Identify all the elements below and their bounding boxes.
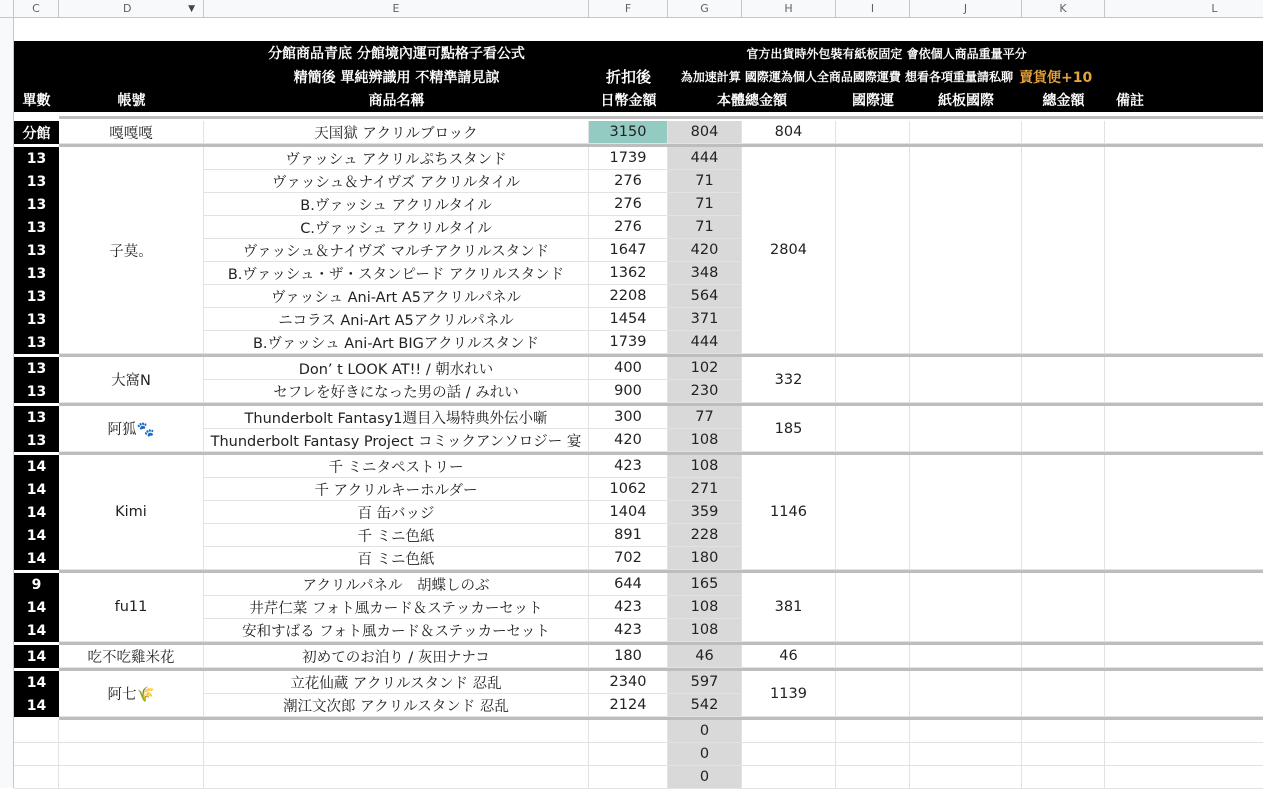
item-name-cell[interactable]: B.ヴァッシュ・ザ・スタンピード アクリルスタンド xyxy=(204,262,589,285)
empty-cell-k[interactable] xyxy=(1022,147,1105,354)
item-name-cell[interactable]: ヴァッシュ Ani-Art A5アクリルパネル xyxy=(204,285,589,308)
empty-cell-i[interactable] xyxy=(836,645,910,668)
row-seq-number[interactable]: 9 xyxy=(14,573,59,596)
item-name-cell[interactable]: ヴァッシュ＆ナイヴズ アクリルタイル xyxy=(204,170,589,193)
empty-cell-k[interactable] xyxy=(1022,573,1105,642)
header-col-intl-shipping: 國際運 xyxy=(852,93,894,109)
column-header-i[interactable]: I xyxy=(836,0,910,18)
empty-cell[interactable] xyxy=(589,743,668,766)
empty-cell[interactable] xyxy=(14,743,59,766)
empty-cell-j[interactable] xyxy=(910,671,1022,717)
item-name-cell[interactable]: Thunderbolt Fantasy Project コミックアンソロジー 宴 xyxy=(204,429,589,452)
empty-cell[interactable] xyxy=(1022,743,1105,766)
item-name-cell[interactable]: ヴァッシュ＆ナイヴズ マルチアクリルスタンド xyxy=(204,239,589,262)
header-col-grand-total: 總金額 xyxy=(1042,93,1085,109)
empty-cell-j[interactable] xyxy=(910,406,1022,452)
base-amount-cell[interactable]: 348 xyxy=(668,262,742,285)
empty-cell[interactable] xyxy=(1022,720,1105,743)
empty-cell[interactable] xyxy=(836,743,910,766)
account-cell[interactable]: 阿七🌾 xyxy=(59,671,204,717)
item-name-cell[interactable]: C.ヴァッシュ アクリルタイル xyxy=(204,216,589,239)
empty-cell[interactable] xyxy=(910,766,1022,789)
jpy-amount-cell[interactable]: 276 xyxy=(589,216,668,239)
row-seq-number[interactable]: 13 xyxy=(14,429,59,452)
jpy-amount-cell[interactable]: 900 xyxy=(589,380,668,403)
empty-cell-i[interactable] xyxy=(836,406,910,452)
jpy-amount-cell[interactable]: 644 xyxy=(589,573,668,596)
base-amount-cell[interactable]: 228 xyxy=(668,524,742,547)
item-name-cell[interactable]: ヴァッシュ アクリルぷちスタンド xyxy=(204,147,589,170)
item-name-cell[interactable]: 潮江文次郎 アクリルスタンド 忍乱 xyxy=(204,694,589,717)
empty-cell-i[interactable] xyxy=(836,455,910,570)
jpy-amount-cell[interactable]: 1062 xyxy=(589,478,668,501)
base-amount-cell[interactable]: 271 xyxy=(668,478,742,501)
base-amount-cell[interactable]: 180 xyxy=(668,547,742,570)
empty-cell[interactable] xyxy=(1022,766,1105,789)
account-cell[interactable]: 吃不吃雞米花 xyxy=(59,645,204,668)
empty-cell[interactable] xyxy=(589,766,668,789)
header-col-notes: 備註 xyxy=(1116,93,1144,109)
empty-cell-i[interactable] xyxy=(836,147,910,354)
empty-cell[interactable] xyxy=(14,766,59,789)
column-header-l[interactable]: L xyxy=(1105,0,1263,18)
group-total-cell[interactable]: 2804 xyxy=(742,147,836,354)
base-amount-cell[interactable]: 71 xyxy=(668,216,742,239)
base-amount-cell[interactable]: 165 xyxy=(668,573,742,596)
jpy-amount-cell[interactable]: 2340 xyxy=(589,671,668,694)
empty-cell-i[interactable] xyxy=(836,357,910,403)
group-total-cell[interactable]: 1146 xyxy=(742,455,836,570)
base-amount-cell[interactable]: 597 xyxy=(668,671,742,694)
column-header-g[interactable]: G xyxy=(668,0,742,18)
base-amount-cell[interactable]: 77 xyxy=(668,406,742,429)
empty-cell[interactable] xyxy=(204,720,589,743)
empty-cell-l[interactable] xyxy=(1105,645,1263,668)
item-name-cell[interactable]: アクリルパネル 胡蝶しのぶ xyxy=(204,573,589,596)
empty-cell-j[interactable] xyxy=(910,455,1022,570)
base-amount-cell[interactable]: 71 xyxy=(668,170,742,193)
column-header-e[interactable]: E xyxy=(204,0,589,18)
base-amount-cell[interactable]: 230 xyxy=(668,380,742,403)
jpy-amount-cell[interactable]: 2208 xyxy=(589,285,668,308)
base-amount-cell[interactable]: 0 xyxy=(668,720,742,743)
jpy-amount-cell[interactable]: 1739 xyxy=(589,147,668,170)
row-seq-number[interactable]: 13 xyxy=(14,262,59,285)
header-col-jpy: 日幣金額 xyxy=(600,93,657,109)
empty-cell-l[interactable] xyxy=(1105,147,1263,354)
base-amount-cell[interactable]: 108 xyxy=(668,429,742,452)
row-seq-number[interactable]: 14 xyxy=(14,478,59,501)
empty-cell[interactable] xyxy=(204,743,589,766)
empty-cell[interactable] xyxy=(1105,720,1263,743)
base-amount-cell[interactable]: 420 xyxy=(668,239,742,262)
row-number-gutter xyxy=(0,18,14,788)
row-seq-number[interactable]: 14 xyxy=(14,547,59,570)
account-cell[interactable]: 大窩N xyxy=(59,357,204,403)
empty-cell[interactable] xyxy=(589,720,668,743)
empty-cell[interactable] xyxy=(59,766,204,789)
account-cell[interactable]: 阿狐🐾 xyxy=(59,406,204,452)
empty-cell[interactable] xyxy=(1105,743,1263,766)
header-note-simplified: 精簡後 單純辨識用 不精準請見諒 xyxy=(293,69,500,86)
item-name-cell[interactable]: Thunderbolt Fantasy1週目入場特典外伝小噺 xyxy=(204,406,589,429)
base-amount-cell[interactable]: 108 xyxy=(668,455,742,478)
empty-cell-k[interactable] xyxy=(1022,406,1105,452)
row-seq-number[interactable]: 13 xyxy=(14,170,59,193)
jpy-amount-cell[interactable]: 891 xyxy=(589,524,668,547)
empty-cell-j[interactable] xyxy=(910,147,1022,354)
item-name-cell[interactable]: B.ヴァッシュ アクリルタイル xyxy=(204,193,589,216)
jpy-amount-cell[interactable]: 423 xyxy=(589,619,668,642)
item-name-cell[interactable]: 千 ミニ色紙 xyxy=(204,524,589,547)
empty-cell[interactable] xyxy=(59,743,204,766)
row-seq-number[interactable]: 14 xyxy=(14,524,59,547)
base-amount-cell[interactable]: 71 xyxy=(668,193,742,216)
item-name-cell[interactable]: 安和すばる フォト風カード＆ステッカーセット xyxy=(204,619,589,642)
jpy-amount-cell[interactable]: 276 xyxy=(589,193,668,216)
empty-cell-l[interactable] xyxy=(1105,121,1263,144)
empty-cell-l[interactable] xyxy=(1105,455,1263,570)
empty-cell[interactable] xyxy=(836,766,910,789)
item-name-cell[interactable]: ニコラス Ani-Art A5アクリルパネル xyxy=(204,308,589,331)
empty-cell-l[interactable] xyxy=(1105,406,1263,452)
item-name-cell[interactable]: 立花仙蔵 アクリルスタンド 忍乱 xyxy=(204,671,589,694)
group-total-cell[interactable]: 381 xyxy=(742,573,836,642)
jpy-amount-cell[interactable]: 276 xyxy=(589,170,668,193)
jpy-amount-cell[interactable]: 1647 xyxy=(589,239,668,262)
jpy-amount-cell[interactable]: 300 xyxy=(589,406,668,429)
group-separator xyxy=(59,116,1263,119)
row-seq-number[interactable]: 13 xyxy=(14,285,59,308)
item-name-cell[interactable]: セフレを好きになった男の話 / みれい xyxy=(204,380,589,403)
account-cell[interactable]: 嘎嘎嘎 xyxy=(59,121,204,144)
row-seq-number[interactable]: 分館 xyxy=(14,121,59,144)
header-col-count: 單數 xyxy=(22,93,51,109)
empty-cell-k[interactable] xyxy=(1022,645,1105,668)
empty-cell-i[interactable] xyxy=(836,121,910,144)
group-total-cell[interactable]: 804 xyxy=(742,121,836,144)
header-note-packaging: 官方出貨時外包裝有紙板固定 會依個人商品重量平分 xyxy=(746,46,1027,61)
base-amount-cell[interactable]: 102 xyxy=(668,357,742,380)
base-amount-cell[interactable]: 108 xyxy=(668,619,742,642)
jpy-amount-cell[interactable]: 180 xyxy=(589,645,668,668)
jpy-amount-cell[interactable]: 423 xyxy=(589,455,668,478)
empty-cell-k[interactable] xyxy=(1022,671,1105,717)
item-name-cell[interactable]: 百 缶バッジ xyxy=(204,501,589,524)
group-total-cell[interactable]: 1139 xyxy=(742,671,836,717)
column-header-h[interactable]: H xyxy=(742,0,836,18)
header-note-shipping xyxy=(668,65,1105,88)
header-col-account: 帳號 xyxy=(117,93,146,109)
item-name-cell[interactable]: 千 ミニタペストリー xyxy=(204,455,589,478)
row-seq-number[interactable]: 13 xyxy=(14,331,59,354)
row-seq-number[interactable]: 13 xyxy=(14,380,59,403)
empty-cell[interactable] xyxy=(910,720,1022,743)
jpy-amount-cell[interactable]: 423 xyxy=(589,596,668,619)
empty-cell-j[interactable] xyxy=(910,573,1022,642)
empty-cell-i[interactable] xyxy=(836,671,910,717)
base-amount-cell[interactable]: 0 xyxy=(668,743,742,766)
base-amount-cell[interactable]: 804 xyxy=(668,121,742,144)
empty-cell-j[interactable] xyxy=(910,121,1022,144)
jpy-amount-cell[interactable]: 702 xyxy=(589,547,668,570)
row-seq-number[interactable]: 13 xyxy=(14,406,59,429)
row-seq-number[interactable]: 13 xyxy=(14,308,59,331)
item-name-cell[interactable]: 初めてのお泊り / 灰田ナナコ xyxy=(204,645,589,668)
base-amount-cell[interactable]: 444 xyxy=(668,147,742,170)
group-total-cell[interactable]: 332 xyxy=(742,357,836,403)
row-seq-number[interactable]: 13 xyxy=(14,239,59,262)
item-name-cell[interactable]: 天国獄 アクリルブロック xyxy=(204,121,589,144)
filter-dropdown-icon[interactable]: ▼ xyxy=(188,3,195,14)
base-amount-cell[interactable]: 371 xyxy=(668,308,742,331)
base-amount-cell[interactable]: 108 xyxy=(668,596,742,619)
empty-cell[interactable] xyxy=(14,720,59,743)
base-amount-cell[interactable]: 359 xyxy=(668,501,742,524)
row-seq-number[interactable]: 14 xyxy=(14,455,59,478)
column-header-f[interactable]: F xyxy=(589,0,668,18)
item-name-cell[interactable]: 井芹仁菜 フォト風カード＆ステッカーセット xyxy=(204,596,589,619)
row-seq-number[interactable]: 14 xyxy=(14,619,59,642)
header-note-shipping-text: 為加速計算 國際運為個人全商品國際運費 想看各項重量請私聊 xyxy=(680,70,1014,84)
column-header-c[interactable]: C xyxy=(14,0,59,18)
empty-cell[interactable] xyxy=(742,743,836,766)
empty-cell[interactable] xyxy=(742,720,836,743)
row-seq-number[interactable]: 14 xyxy=(14,694,59,717)
empty-cell-j[interactable] xyxy=(910,357,1022,403)
empty-cell-l[interactable] xyxy=(1105,573,1263,642)
account-cell[interactable]: fu11 xyxy=(59,573,204,642)
jpy-amount-cell[interactable]: 1404 xyxy=(589,501,668,524)
empty-cell-l[interactable] xyxy=(1105,671,1263,717)
column-header-d[interactable]: D ▼ xyxy=(59,0,204,18)
jpy-amount-cell[interactable]: 1362 xyxy=(589,262,668,285)
base-amount-cell[interactable]: 542 xyxy=(668,694,742,717)
empty-cell[interactable] xyxy=(910,743,1022,766)
jpy-amount-cell[interactable]: 420 xyxy=(589,429,668,452)
base-amount-cell[interactable]: 444 xyxy=(668,331,742,354)
header-accent-fee: 賣貨便+10 xyxy=(1019,69,1093,86)
header-note-branch: 分館商品青底 分館境內運可點格子看公式 xyxy=(268,46,525,62)
header-discount-label: 折扣後 xyxy=(605,68,651,86)
empty-cell-k[interactable] xyxy=(1022,121,1105,144)
row-seq-number[interactable]: 14 xyxy=(14,501,59,524)
base-amount-cell[interactable]: 564 xyxy=(668,285,742,308)
group-total-cell[interactable]: 185 xyxy=(742,406,836,452)
row-seq-number[interactable]: 14 xyxy=(14,671,59,694)
header-col-cardboard-intl: 紙板國際 xyxy=(938,93,994,109)
item-name-cell[interactable]: 百 ミニ色紙 xyxy=(204,547,589,570)
empty-cell-k[interactable] xyxy=(1022,455,1105,570)
jpy-amount-cell[interactable]: 2124 xyxy=(589,694,668,717)
empty-cell-k[interactable] xyxy=(1022,357,1105,403)
empty-cell[interactable] xyxy=(204,766,589,789)
row-seq-number[interactable]: 13 xyxy=(14,193,59,216)
group-total-cell[interactable]: 46 xyxy=(742,645,836,668)
row-seq-number[interactable]: 13 xyxy=(14,357,59,380)
header-col-base-total: 本體總金額 xyxy=(717,93,787,109)
empty-cell-j[interactable] xyxy=(910,645,1022,668)
row-seq-number[interactable]: 13 xyxy=(14,216,59,239)
empty-cell-i[interactable] xyxy=(836,573,910,642)
select-all-corner[interactable] xyxy=(0,0,14,18)
column-header-j[interactable]: J xyxy=(910,0,1022,18)
account-cell[interactable]: 子莫。 xyxy=(59,147,204,354)
row-seq-number[interactable]: 14 xyxy=(14,645,59,668)
item-name-cell[interactable]: 千 アクリルキーホルダー xyxy=(204,478,589,501)
empty-cell[interactable] xyxy=(742,766,836,789)
jpy-amount-cell[interactable]: 1454 xyxy=(589,308,668,331)
base-amount-cell[interactable]: 46 xyxy=(668,645,742,668)
empty-cell[interactable] xyxy=(836,720,910,743)
base-amount-cell[interactable]: 0 xyxy=(668,766,742,789)
empty-cell[interactable] xyxy=(1105,766,1263,789)
item-name-cell[interactable]: Don’ t LOOK AT!! / 朝水れい xyxy=(204,357,589,380)
header-col-item-name: 商品名稱 xyxy=(368,93,425,109)
row-seq-number[interactable]: 14 xyxy=(14,596,59,619)
item-name-cell[interactable]: B.ヴァッシュ Ani-Art BIGアクリルスタンド xyxy=(204,331,589,354)
account-cell[interactable]: Kimi xyxy=(59,455,204,570)
jpy-amount-cell[interactable]: 3150 xyxy=(589,121,668,144)
empty-cell-l[interactable] xyxy=(1105,357,1263,403)
empty-cell[interactable] xyxy=(59,720,204,743)
column-header-k[interactable]: K xyxy=(1022,0,1105,18)
jpy-amount-cell[interactable]: 400 xyxy=(589,357,668,380)
jpy-amount-cell[interactable]: 1739 xyxy=(589,331,668,354)
row-seq-number[interactable]: 13 xyxy=(14,147,59,170)
